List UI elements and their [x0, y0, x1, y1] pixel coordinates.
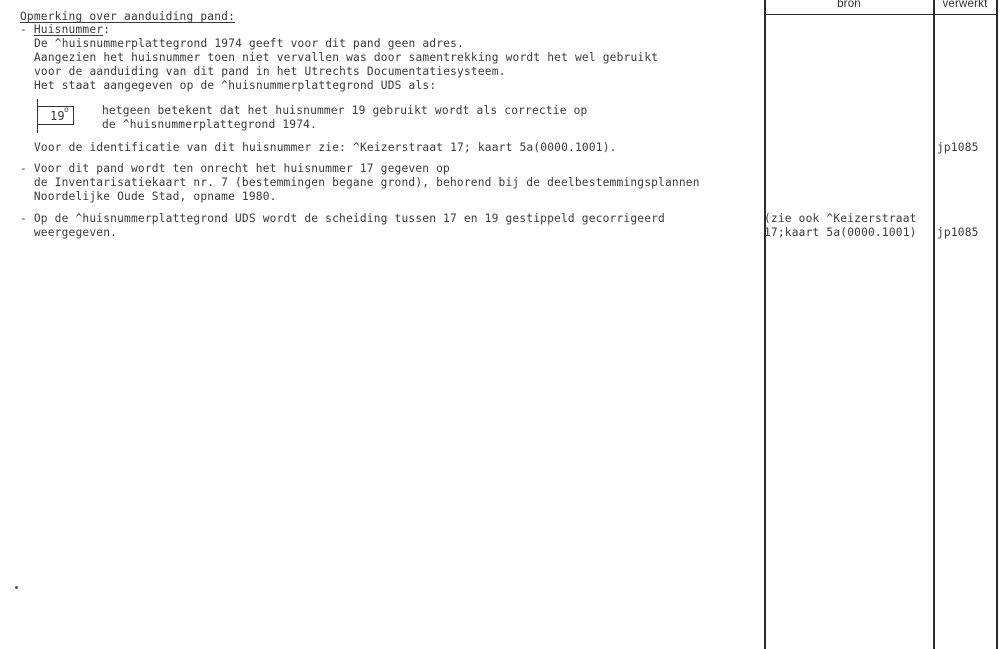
section-dash: - [20, 23, 34, 36]
header-underline [764, 14, 998, 15]
note-line: - Voor dit pand wordt ten onrecht het huisnummer 17 gegeven op [20, 162, 450, 175]
marker-explanation-line: hetgeen betekent dat het huisnummer 19 gebruikt wordt als correctie op [102, 104, 588, 117]
verwerkt-column-divider [933, 0, 935, 649]
section-title-label: Huisnummer [33, 23, 104, 36]
identification-verwerkt: jp1085 [937, 141, 979, 154]
note-verwerkt: jp1085 [937, 226, 979, 239]
note-line: - Op de ^huisnummerplattegrond UDS wordt de scheiding tussen 17 en 19 gestippeld gecorrigeerd [20, 212, 665, 225]
bron-column-header: bron [837, 0, 861, 10]
house-number-marker [36, 99, 74, 129]
note-line: Noordelijke Oude Stad, opname 1980. [20, 190, 277, 203]
remark-heading: Opmerking over aanduiding pand: [20, 10, 235, 23]
paper-speck [15, 586, 18, 589]
verwerkt-column-header: verwerkt [942, 0, 988, 10]
marker-explanation-line: de ^huisnummerplattegrond 1974. [102, 118, 317, 131]
paragraph-line: voor de aanduiding van dit pand in het Utrechts Documentatiesysteem. [34, 65, 506, 78]
note-line: de Inventarisatiekaart nr. 7 (bestemmingen begane grond), behorend bij de deelbestemmingsplannen [20, 176, 700, 189]
paragraph-line: Het staat aangegeven op de ^huisnummerplattegrond UDS als: [34, 79, 437, 92]
bron-column-divider [764, 0, 766, 649]
section-colon: : [103, 23, 111, 36]
note-bron-line: (zie ook ^Keizerstraat [764, 212, 917, 225]
note-line: weergegeven. [20, 226, 118, 239]
marker-number: 19 [50, 109, 65, 123]
right-edge-divider [996, 0, 998, 649]
marker-degree: o [64, 105, 70, 114]
section-title [20, 23, 110, 36]
note-bron-line: 17;kaart 5a(0000.1001) [764, 226, 917, 239]
identification-line: Voor de identificatie van dit huisnummer zie: ^Keizerstraat 17; kaart 5a(0000.1001). [34, 141, 617, 154]
paragraph-line: Aangezien het huisnummer toen niet vervallen was door samentrekking wordt het wel gebruikt [34, 51, 659, 64]
paragraph-line: De ^huisnummerplattegrond 1974 geeft voor dit pand geen adres. [34, 37, 464, 50]
